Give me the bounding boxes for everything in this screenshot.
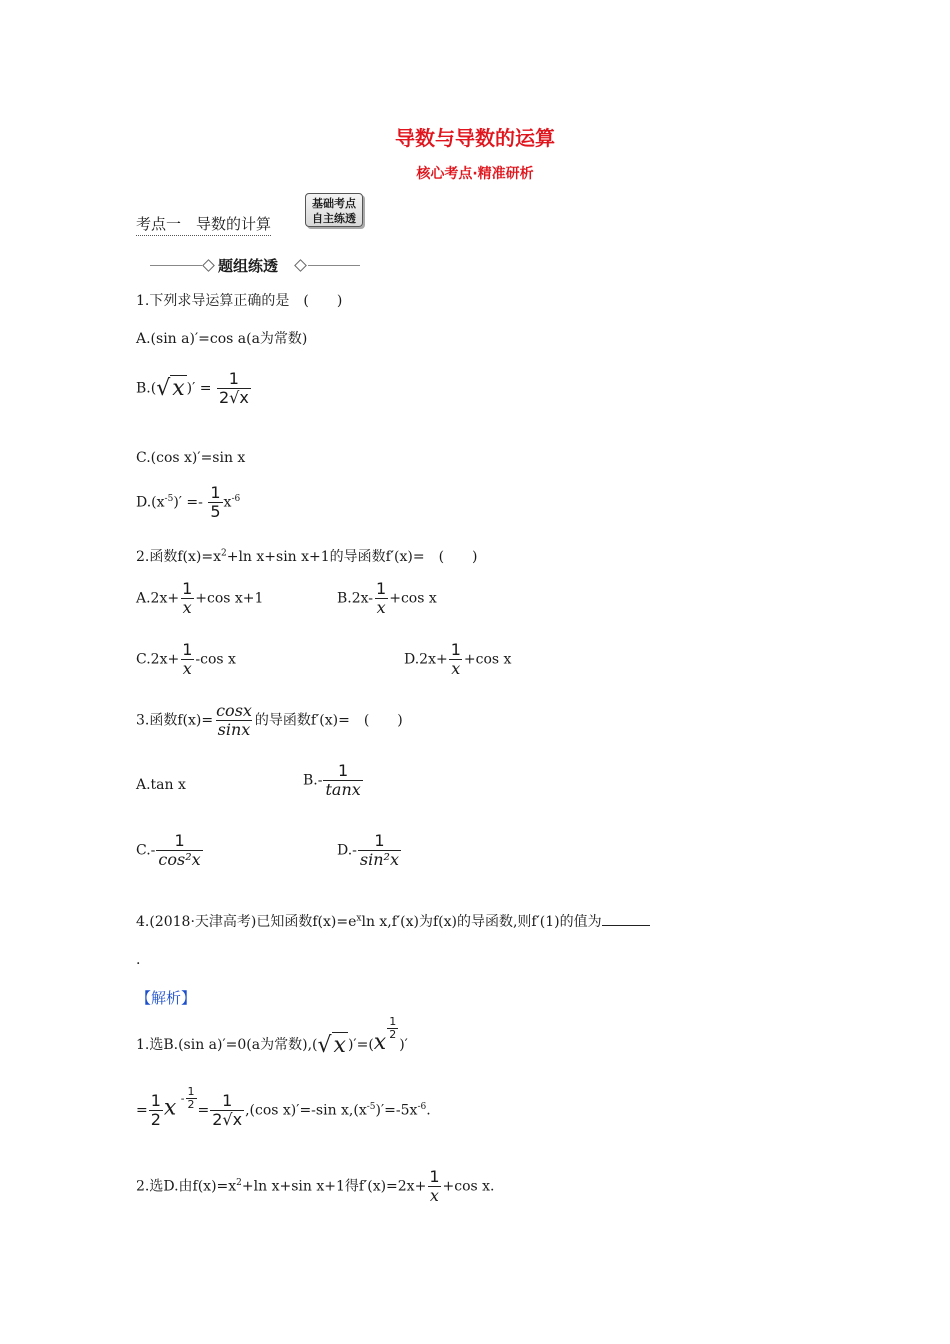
diamond-icon [202,259,215,272]
q2-option-a: A.2x+ $\frac{1}{x}$ +cos x+1 [136,579,264,617]
sqrt-expression: √x [156,376,185,401]
q3-option-a: A.tan x [136,777,186,793]
sqrt-expression: √x [317,1032,346,1058]
group-label: 题组练透 [218,257,279,275]
page-subtitle: 核心考点·精准研析 [416,166,534,182]
a1-line1: 1.选B.(sin a)′=0(a为常数),(√x )′=(x $\frac{1}{2}$ )′ [136,1015,408,1058]
exponent-fraction: $\frac{1}{2}$ [187,1085,195,1111]
a2-line: 2.选D.由$f(x)=x^2+\ln$ x+sin x+1得f′(x)=2x+ $\frac{1}{x}$ +cos x. [136,1167,495,1205]
fraction: $\frac{\cos x}{\sin x}$ [216,701,252,739]
q2-option-c: C.2x+ $\frac{1}{x}$ -cos x [136,640,236,678]
fraction: $\frac{1}{\text{cos²x}}$ [158,831,201,869]
fraction: $\frac{1}{2√x}$ [212,1091,243,1129]
q3-option-b: B.- $\frac{1}{\tan x}$ [303,761,361,799]
fraction: $\frac{1}{2}$ [150,1091,161,1129]
fraction: $\frac{1}{5}$ [210,483,221,521]
q2-stem: 2.函数$f(x)=x^2+\ln$ x+sin x+1的导函数f′(x)= ( ) [136,548,478,565]
q4-end: . [136,952,141,968]
q1-option-a: A.(sin a)′=cos a(a为常数) [136,331,308,347]
q3-option-c: C.- $\frac{1}{\text{cos²x}}$ [136,831,201,869]
divider-line-right [308,265,360,266]
q1-option-b [136,370,252,407]
q1-b-prefix: B.( [136,380,157,397]
page-title: 导数与导数的运算 [395,126,555,150]
fraction: $\frac{1}{\text{sin²x}}$ [359,831,399,869]
answer-blank[interactable] [602,925,650,926]
q1-stem: 1.下列求导运算正确的是 ( ) [136,293,343,309]
diamond-icon [294,259,307,272]
q2-option-d: D.2x+ $\frac{1}{x}$ +cos x [404,640,512,678]
q3-option-d: D.- $\frac{1}{\text{sin²x}}$ [337,831,399,869]
fraction: $\frac{1}{x}$ [429,1167,440,1205]
q2-option-b: B.2x- $\frac{1}{x}$ +cos x [337,579,437,617]
exponent-fraction: $\frac{1}{2}$ [389,1015,397,1041]
fraction: $\frac{1}{x}$ [182,640,193,678]
solution-label: 【解析】 [136,989,197,1007]
q1-option-c: C.(cos x)′=sin x [136,450,246,466]
fraction: $\frac{1}{2√x}$ [218,369,249,407]
q1-b-mid: )′ = [186,380,212,397]
a1-line2: = $\frac{1}{2}$ x - $\frac{1}{2}$ = $\frac{1}{2√x}$ ,(cos x)′=-sin $x,(x^{-5})'=-5x^{-6}$. [136,1085,431,1129]
q4-stem: 4.(2018·天津高考)已知函数$f(x)=e^x\ln$ x,f′(x)为f(x)的导函数,则f′(1)的值为 [136,911,650,931]
q3-stem: 3.函数f(x)= $\frac{\cos x}{\sin x}$ 的导函数f′(x)= ( ) [136,701,403,739]
fraction: $\frac{1}{x}$ [182,579,193,617]
badge-line-2: 自主练透 [312,212,356,225]
divider-line-left [150,265,202,266]
fraction: $\frac{1}{\tan x}$ [325,761,361,799]
section-badge [305,193,363,227]
badge-line-1: 基础考点 [312,197,356,210]
fraction: $\frac{1}{x}$ [376,579,387,617]
group-divider [150,256,360,276]
fraction: $\frac{1}{x}$ [450,640,461,678]
q1-option-d: $D.(x^{-5})'$ =- $\frac{1}{5}$ $x^{-6}$ [136,483,241,521]
section-heading: 考点一 导数的计算 [136,213,271,236]
